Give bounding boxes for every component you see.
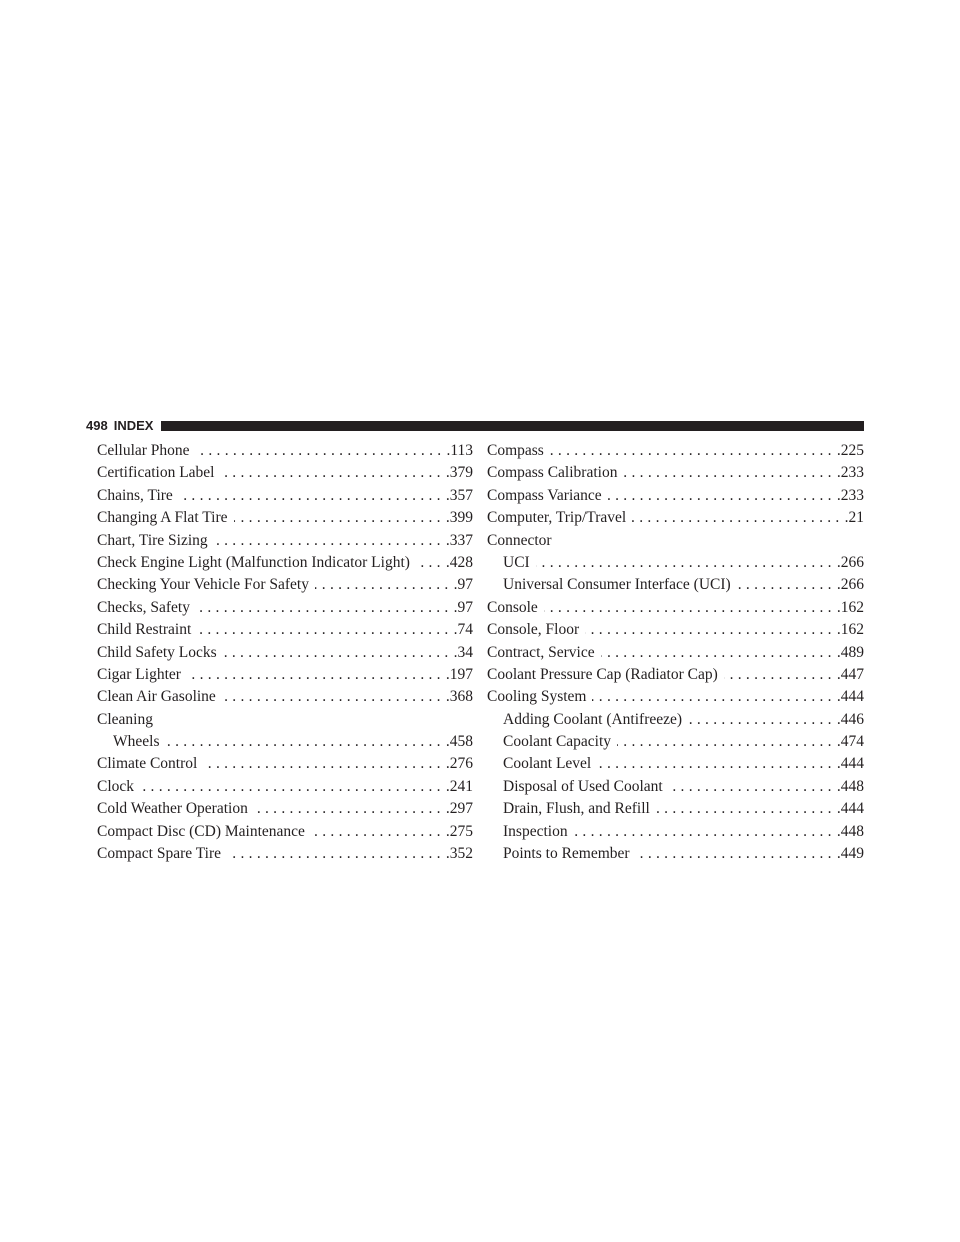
index-page-number: .337 [445,531,473,549]
dot-leader [592,686,835,708]
dot-leader [311,821,445,843]
dot-leader [636,843,836,865]
index-term: Contract, Service [487,643,595,661]
index-page-number: .97 [453,576,473,594]
index-entry [97,507,473,529]
index-page-number: .448 [836,777,864,795]
index-term: Compass Calibration [487,464,618,482]
index-page-number: .474 [836,733,864,751]
index-page-number: .275 [445,822,473,840]
index-page-number: .266 [836,576,864,594]
index-term: Clock [97,777,135,795]
index-entry [97,821,473,843]
index-page-number: .225 [836,442,864,459]
index-column-left [97,440,473,865]
index-term: Coolant Capacity [503,733,612,751]
index-term: Checking Your Vehicle For Safety [97,576,309,594]
index-entry [487,686,864,708]
index-term: Compass [487,442,544,459]
index-page-number: .444 [836,800,864,818]
index-entry [97,686,473,708]
index-entry [97,642,473,664]
dot-leader [203,753,445,775]
index-term: Cold Weather Operation [97,800,248,818]
index-entry [487,753,864,775]
dot-leader [737,574,836,596]
index-entry [97,530,473,552]
index-page-number: .444 [836,755,864,773]
dot-leader [140,776,445,798]
index-entry [487,731,864,753]
index-term: Cigar Lighter [97,665,181,683]
dot-leader [632,507,843,529]
index-page-number: .399 [445,509,473,527]
index-term: Console [487,598,538,616]
dot-leader [623,462,835,484]
dot-leader [617,731,836,753]
index-page-number: .449 [836,845,864,863]
dot-leader [597,753,836,775]
index-term: Connector [487,531,552,549]
index-term: Clean Air Gasoline [97,688,216,706]
index-entry [487,664,864,686]
dot-leader [214,530,445,552]
dot-leader [585,619,836,641]
index-entry [97,574,473,596]
index-entry [97,619,473,641]
index-term: Inspection [503,822,568,840]
index-entry [97,709,473,731]
index-term: Cellular Phone [97,442,190,459]
index-term: Check Engine Light (Malfunction Indicator Light) [97,553,410,571]
index-page-number: .266 [836,553,864,571]
dot-leader [608,485,836,507]
index-page-number: .162 [836,598,864,616]
dot-leader [222,686,445,708]
dot-leader [536,552,836,574]
index-term: UCI [503,553,530,571]
index-entry [97,731,473,753]
index-page-number: .428 [445,553,473,571]
index-entry [97,776,473,798]
index-term: Cooling System [487,688,587,706]
dot-leader [688,709,836,731]
index-entry [487,843,864,865]
index-term: Universal Consumer Interface (UCI) [503,576,731,594]
dot-leader [165,731,444,753]
index-entry [487,462,864,484]
dot-leader [550,440,836,462]
index-entry [97,440,473,462]
dot-leader [187,664,445,686]
index-entry [487,574,864,596]
index-entry [487,642,864,664]
index-page-number: .489 [836,643,864,661]
dot-leader [223,642,453,664]
index-page-number: .448 [836,822,864,840]
index-term: Cleaning [97,710,153,728]
index-page-number: .352 [445,845,473,863]
index-page-number: .34 [453,643,473,661]
index-entry [97,462,473,484]
dot-leader [601,642,836,664]
index-term: Climate Control [97,755,198,773]
index-entry [487,619,864,641]
index-entry [487,597,864,619]
index-page-number: .74 [453,621,473,639]
index-page-number: .21 [844,509,864,527]
index-page-number: .162 [836,621,864,639]
index-page-number: .241 [445,777,473,795]
index-entry [487,776,864,798]
index-term: Drain, Flush, and Refill [503,800,650,818]
index-entry [487,821,864,843]
index-entry [97,485,473,507]
index-term: Computer, Trip/Travel [487,509,627,527]
dot-leader [656,798,836,820]
index-page-number: .357 [445,486,473,504]
index-term: Coolant Level [503,755,592,773]
page-number: 498 [86,418,108,433]
index-entry [97,597,473,619]
index-page-number: .458 [445,733,473,751]
index-entry [97,552,473,574]
index-page-number: .97 [453,598,473,616]
index-entry [487,709,864,731]
index-entry [487,552,864,574]
index-term: Disposal of Used Coolant [503,777,663,795]
dot-leader [221,462,445,484]
index-page-number: .444 [836,688,864,706]
index-term: Points to Remember [503,845,630,863]
page-header [86,418,864,434]
index-page-number: .446 [836,710,864,728]
index-term: Compass Variance [487,486,602,504]
index-entry [487,798,864,820]
index-entry [97,843,473,865]
index-entry [487,530,864,552]
index-page-number: .197 [445,665,473,683]
dot-leader [197,619,452,641]
index-page-number: .276 [445,755,473,773]
index-term: Console, Floor [487,621,580,639]
index-term: Compact Spare Tire [97,845,221,863]
index-page-number: .379 [445,464,473,482]
dot-leader [234,507,445,529]
dot-leader [574,821,836,843]
dot-leader [416,552,445,574]
dot-leader [669,776,836,798]
index-entry [97,798,473,820]
index-page-number: .297 [445,800,473,818]
index-term: Checks, Safety [97,598,190,616]
index-term: Compact Disc (CD) Maintenance [97,822,305,840]
index-column-right [487,440,864,865]
index-entry [487,440,864,462]
index-page-number: .447 [836,665,864,683]
dot-leader [227,843,445,865]
dot-leader [315,574,453,596]
dot-leader [179,485,445,507]
index-term: Child Safety Locks [97,643,217,661]
index-page-number: .368 [445,688,473,706]
dot-leader [544,597,836,619]
index-term: Wheels [113,733,160,751]
index-entry [97,753,473,775]
index-term: Adding Coolant (Antifreeze) [503,710,683,728]
index-term: Changing A Flat Tire [97,509,228,527]
index-term: Coolant Pressure Cap (Radiator Cap) [487,665,718,683]
index-term: Certification Label [97,464,215,482]
index-entry [487,485,864,507]
index-page-number: .233 [836,486,864,504]
page-title: INDEX [113,418,154,433]
index-page-number: .113 [446,442,473,459]
index-page-number: .233 [836,464,864,482]
header-rule [161,421,864,431]
dot-leader [196,440,446,462]
index-term: Chart, Tire Sizing [97,531,208,549]
index-entry [487,507,864,529]
index-term: Chains, Tire [97,486,173,504]
index-term: Child Restraint [97,621,192,639]
dot-leader [254,798,445,820]
dot-leader [196,597,453,619]
index-entry [97,664,473,686]
dot-leader [724,664,836,686]
